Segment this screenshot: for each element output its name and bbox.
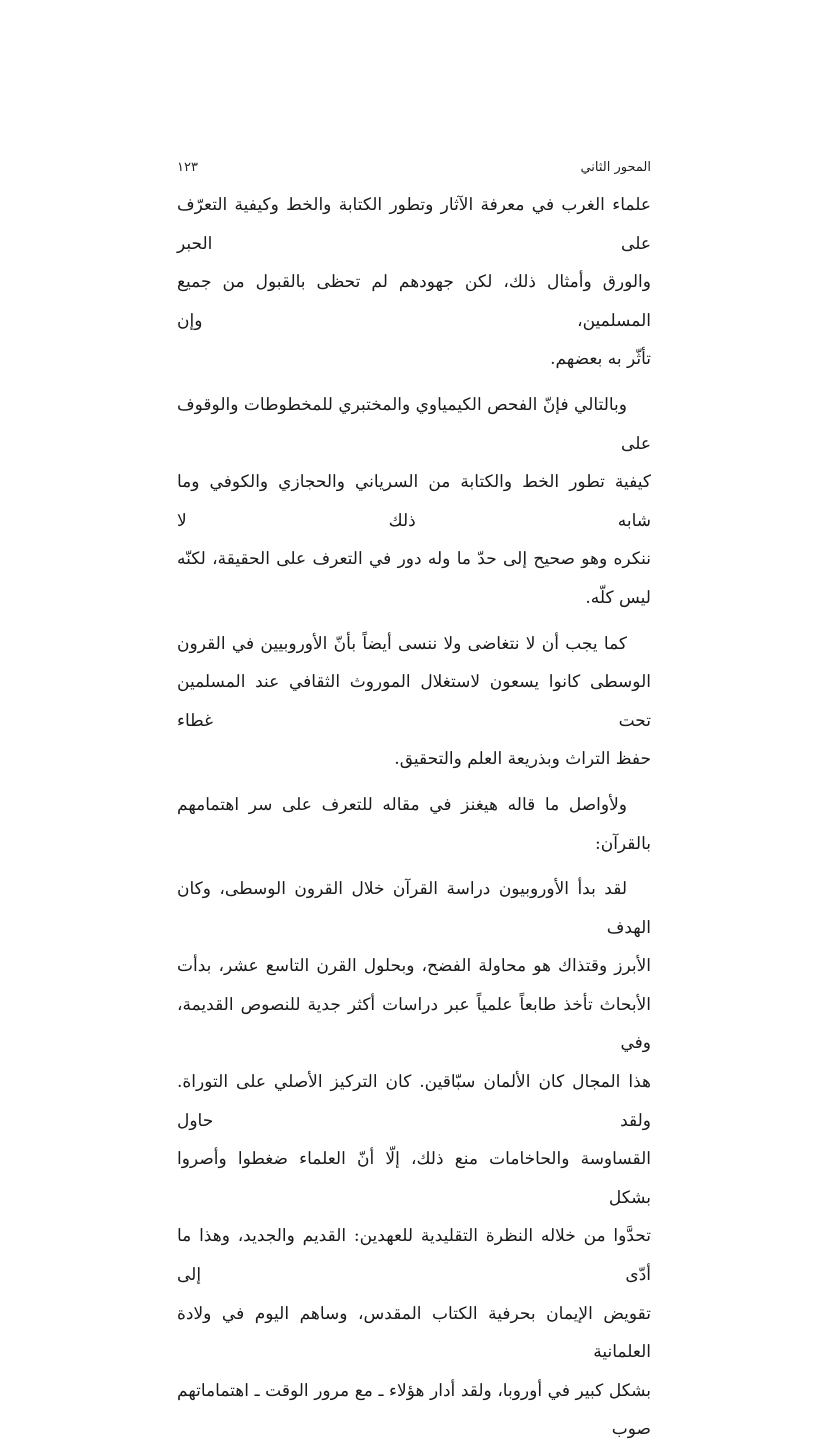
text-line: ولأواصل ما قاله هيغنز في مقاله للتعرف على سر اهتمامهم بالقرآن: bbox=[177, 794, 651, 854]
quote-paragraph bbox=[177, 870, 651, 1449]
text-line: وبالتالي فإنّ الفحص الكيمياوي والمختبري للمخطوطات والوقوف على bbox=[177, 394, 651, 454]
text-line: كيفية تطور الخط والكتابة من السرياني والحجازي والكوفي وما شابه ذلك لا bbox=[177, 472, 651, 531]
running-header bbox=[177, 160, 651, 186]
text-line: لقد بدأ الأوروبيون دراسة القرآن خلال القرون الوسطى، وكان الهدف bbox=[177, 879, 651, 938]
book-page bbox=[177, 160, 651, 1456]
text-line: القساوسة والحاخامات منع ذلك، إلّا أنّ العلماء ضغطوا وأصروا بشكل bbox=[177, 1149, 651, 1208]
text-line: هذا المجال كان الألمان سبّاقين. كان التركيز الأصلي على التوراة. ولقد حاول bbox=[177, 1072, 651, 1131]
text-line: الأبرز وقتذاك هو محاولة الفضح، وبحلول القرن التاسع عشر، بدأت bbox=[177, 956, 651, 977]
text-line: كما يجب أن لا نتغاضى ولا ننسى أيضاً بأنّ الأوروبيين في القرون bbox=[177, 633, 627, 654]
paragraph-3 bbox=[177, 625, 651, 779]
paragraph-4 bbox=[177, 786, 651, 863]
text-line: حفظ التراث وبذريعة العلم والتحقيق. bbox=[394, 749, 651, 770]
section-title: المحور الثاني bbox=[580, 160, 651, 175]
text-line: الوسطى كانوا يسعون لاستغلال الموروث الثقافي عند المسلمين تحت غطاء bbox=[177, 672, 651, 731]
paragraph-2 bbox=[177, 386, 651, 618]
text-line: بشكل كبير في أوروبا، ولقد أدار هؤلاء ـ مع مرور الوقت ـ اهتماماتهم صوب bbox=[177, 1380, 651, 1440]
text-line: تحدَّوا من خلاله النظرة التقليدية للعهدين: القديم والجديد، وهذا ما أدّى إلى bbox=[177, 1226, 651, 1286]
text-line: والورق وأمثال ذلك، لكن جهودهم لم تحظى بالقبول من جميع المسلمين، وإن bbox=[177, 272, 651, 331]
text-line: علماء الغرب في معرفة الآثار وتطور الكتابة والخط وكيفية التعرّف على الحبر bbox=[177, 195, 651, 254]
text-line: تأثّر به بعضهم. bbox=[550, 349, 651, 370]
text-line: الأبحاث تأخذ طابعاً علمياً عبر دراسات أكثر جدية للنصوص القديمة، وفي bbox=[177, 994, 651, 1054]
text-line: تقويض الإيمان بحرفية الكتاب المقدس، وساهم اليوم في ولادة العلمانية bbox=[177, 1303, 651, 1363]
text-line: ننكره وهو صحيح إلى حدّ ما وله دور في التعرف على الحقيقة، لكنّه ليس كلّه. bbox=[177, 549, 651, 608]
page-number: ١٢٣ bbox=[177, 160, 198, 175]
paragraph-1 bbox=[177, 186, 651, 379]
